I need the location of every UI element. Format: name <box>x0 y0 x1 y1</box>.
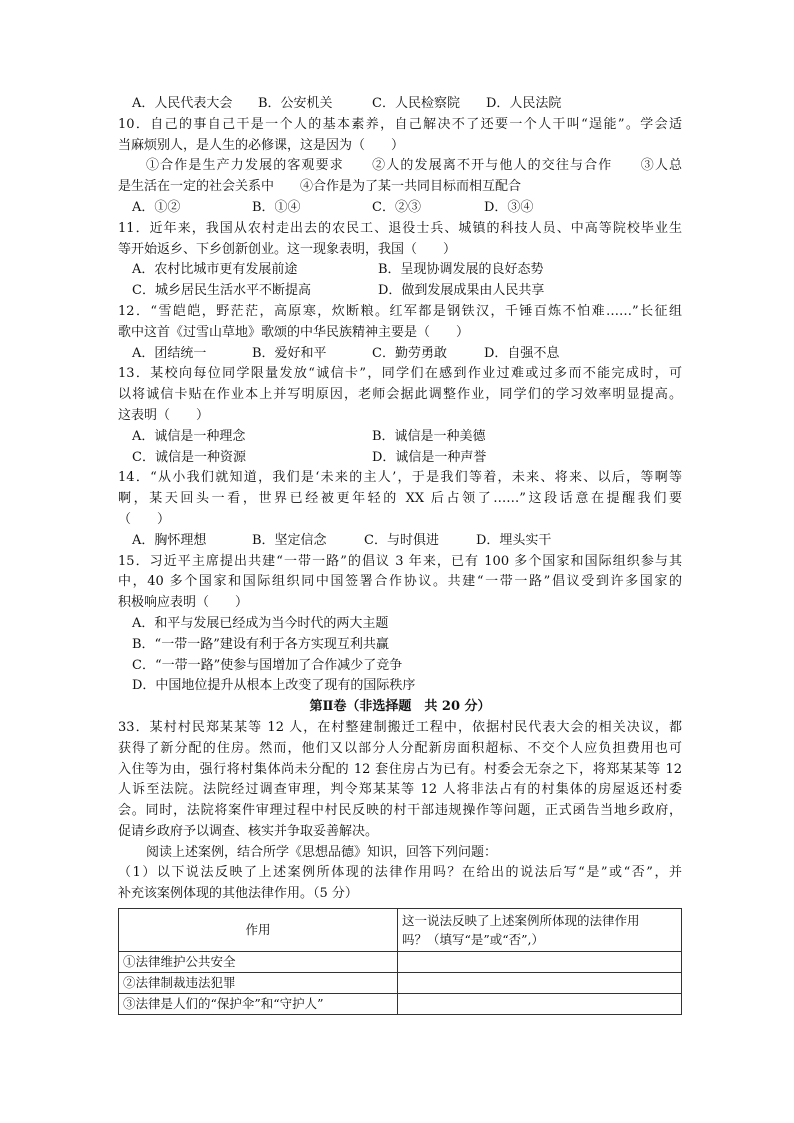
q14-option-a: A．胸怀理想 <box>132 532 207 548</box>
q13-stem-line: 以将诚信卡贴在作业本上并写明原因，老师会据此调整作业，同学们的学习效率明显提高。 <box>118 387 682 403</box>
q15-option-b: B．“一带一路”建设有利于各方实现互利共赢 <box>132 636 389 652</box>
table-row <box>119 973 682 994</box>
q11-stem-line: 等开始返乡、下乡创新创业。这一现象表明，我国（ ） <box>118 241 457 257</box>
q14-stem-line: （ ） <box>118 511 171 527</box>
q9-option-b: B．公安机关 <box>258 96 333 111</box>
q10-option-c: C．②③ <box>372 199 421 215</box>
q10-option-b: B．①④ <box>252 199 301 215</box>
q14-stem-line: 啊，某天回头一看，世界已经被更年轻的 XX 后占领了……”这段话意在提醒我们要 <box>118 491 682 507</box>
table-row <box>119 952 682 973</box>
q13-options-row <box>118 448 682 469</box>
q10-statement-line: 是生活在一定的社会关系中 ④合作是为了某一共同目标而相互配合 <box>118 179 522 195</box>
exam-page <box>118 94 682 1015</box>
q11-option-d: D．做到发展成果由人民共享 <box>378 283 545 299</box>
q13-option-d: D．诚信是一种声誉 <box>372 449 487 465</box>
table-header-answer <box>398 909 682 952</box>
table-cell-answer-blank[interactable] <box>398 952 682 973</box>
q33-case-line: 人诉至法院。法院经过调查审理，判令郑某某等 12 人将非法占有的村集体的房屋返还村委 <box>118 782 682 798</box>
q33-case-line: 33．某村村民郑某某等 12 人，在村整建制搬迁工程中，依据村民代表大会的相关决议，都 <box>118 719 682 735</box>
q15-stem-line: 中，40 多个国家和国际组织同中国签署合作协议。共建“一带一路”倡议受到许多国家的 <box>118 574 682 590</box>
q9-option-d: D．人民法院 <box>486 96 562 111</box>
q10-statement-line: ①合作是生产力发展的客观要求 ②人的发展离不开与他人的交往与合作 ③人总 <box>146 158 682 174</box>
q12-option-d: D．自强不息 <box>484 345 560 361</box>
table-header-answer-line: 这一说法反映了上述案例所体现的法律作用 <box>402 913 640 929</box>
table-cell-answer-blank[interactable] <box>398 994 682 1015</box>
q14-options <box>118 531 682 552</box>
q11-options-row <box>118 260 682 281</box>
q14-option-d: D．埋头实干 <box>476 532 552 548</box>
q33-case-line: 获得了新分配的住房。然而，他们又以部分人分配新房面积超标、不交个人应负担费用也可 <box>118 740 682 756</box>
q10-options <box>118 198 682 219</box>
table-header-answer-line: 吗？（填写“是”或“否”,） <box>402 932 545 948</box>
q11-option-a: A．农村比城市更有发展前途 <box>132 262 298 278</box>
q10-stem-line: 10．自己的事自己干是一个人的基本素养，自己解决不了还要一个人干叫“逞能”。学会适 <box>118 116 682 132</box>
table-row <box>119 994 682 1015</box>
q33-instruction: 阅读上述案例，结合所学《思想品德》知识，回答下列问题： <box>146 844 498 860</box>
q15-stem-line: 积极响应表明（ ） <box>118 595 249 611</box>
table-header-row <box>119 909 682 952</box>
table-header-function: 作用 <box>119 909 398 952</box>
table-cell-answer-blank[interactable] <box>398 973 682 994</box>
q11-option-c: C．城乡居民生活水平不断提高 <box>132 283 311 299</box>
q13-stem-line: 这表明（ ） <box>118 407 210 423</box>
q10-option-a: A．①② <box>132 199 181 215</box>
q15-stem-line: 15．习近平主席提出共建“一带一路”的倡议 3 年来，已有 100 多个国家和国际组织参与其 <box>118 553 682 569</box>
q12-options <box>118 344 682 365</box>
q11-options-row <box>118 281 682 302</box>
q15-option-c: C．“一带一路”使参与国增加了合作减少了竞争 <box>132 657 403 673</box>
q13-option-b: B．诚信是一种美德 <box>372 428 486 444</box>
q14-stem-line: 14．“从小我们就知道，我们是‘未来的主人’，于是我们等着，未来、将来、以后，等啊等 <box>118 470 682 486</box>
q13-options-row <box>118 427 682 448</box>
q13-stem-line: 13．某校向每位同学限量发放“诚信卡”，同学们在感到作业过难或过多而不能完成时，可 <box>118 366 682 382</box>
q33-case-line: 促请乡政府予以调查、核实并争取妥善解决。 <box>118 823 379 839</box>
q10-option-d: D．③④ <box>484 199 534 215</box>
q10-stem-line: 当麻烦别人，是人生的必修课，这是因为（ ） <box>118 137 405 153</box>
q13-option-a: A．诚信是一种理念 <box>132 428 246 444</box>
q12-option-b: B．爱好和平 <box>252 345 327 361</box>
q33-sub1-line: （1）以下说法反映了上述案例所体现的法律作用吗？在给出的说法后写“是”或“否”，并 <box>118 865 682 881</box>
q15-option-a: A．和平与发展已经成为当今时代的两大主题 <box>132 615 389 631</box>
q33-case-line: 会。同时，法院将案件审理过程中村民反映的村干部违规操作等问题，正式函告当地乡政府， <box>118 803 682 819</box>
q14-option-b: B．坚定信念 <box>252 532 327 548</box>
table-cell-function: ①法律维护公共安全 <box>119 952 398 973</box>
q14-option-c: C．与时俱进 <box>364 532 439 548</box>
section-title: 第Ⅱ卷（非选择题 共 20 分） <box>309 699 491 715</box>
q12-option-a: A．团结统一 <box>132 345 207 361</box>
table-cell-function: ②法律制裁违法犯罪 <box>119 973 398 994</box>
q9-options <box>118 94 682 115</box>
q9-option-c: C．人民检察院 <box>372 96 460 111</box>
q12-stem-line: 12．“雪皑皑，野茫茫，高原寒，炊断粮。红军都是钢铁汉，千锤百炼不怕难……”长征组 <box>118 303 682 319</box>
law-function-table <box>118 908 682 1015</box>
table-cell-function: ③法律是人们的“保护伞”和“守护人” <box>119 994 398 1015</box>
q12-stem-line: 歌中这首《过雪山草地》歌颂的中华民族精神主要是（ ） <box>118 324 470 340</box>
q33-sub1-line: 补充该案例体现的其他法律作用。（5 分） <box>118 886 358 902</box>
q33-case-line: 入住等为由，强行将村集体尚未分配的 12 套住房占为已有。村委会无奈之下，将郑某某等 12 <box>118 761 682 777</box>
q12-option-c: C．勤劳勇敢 <box>372 345 447 361</box>
q11-option-b: B．呈现协调发展的良好态势 <box>378 262 544 278</box>
q9-option-a: A．人民代表大会 <box>132 96 233 111</box>
q15-option-d: D．中国地位提升从根本上改变了现有的国际秩序 <box>132 678 416 694</box>
q11-stem-line: 11．近年来，我国从农村走出去的农民工、退役士兵、城镇的科技人员、中高等院校毕业生 <box>118 220 682 236</box>
q13-option-c: C．诚信是一种资源 <box>132 449 246 465</box>
